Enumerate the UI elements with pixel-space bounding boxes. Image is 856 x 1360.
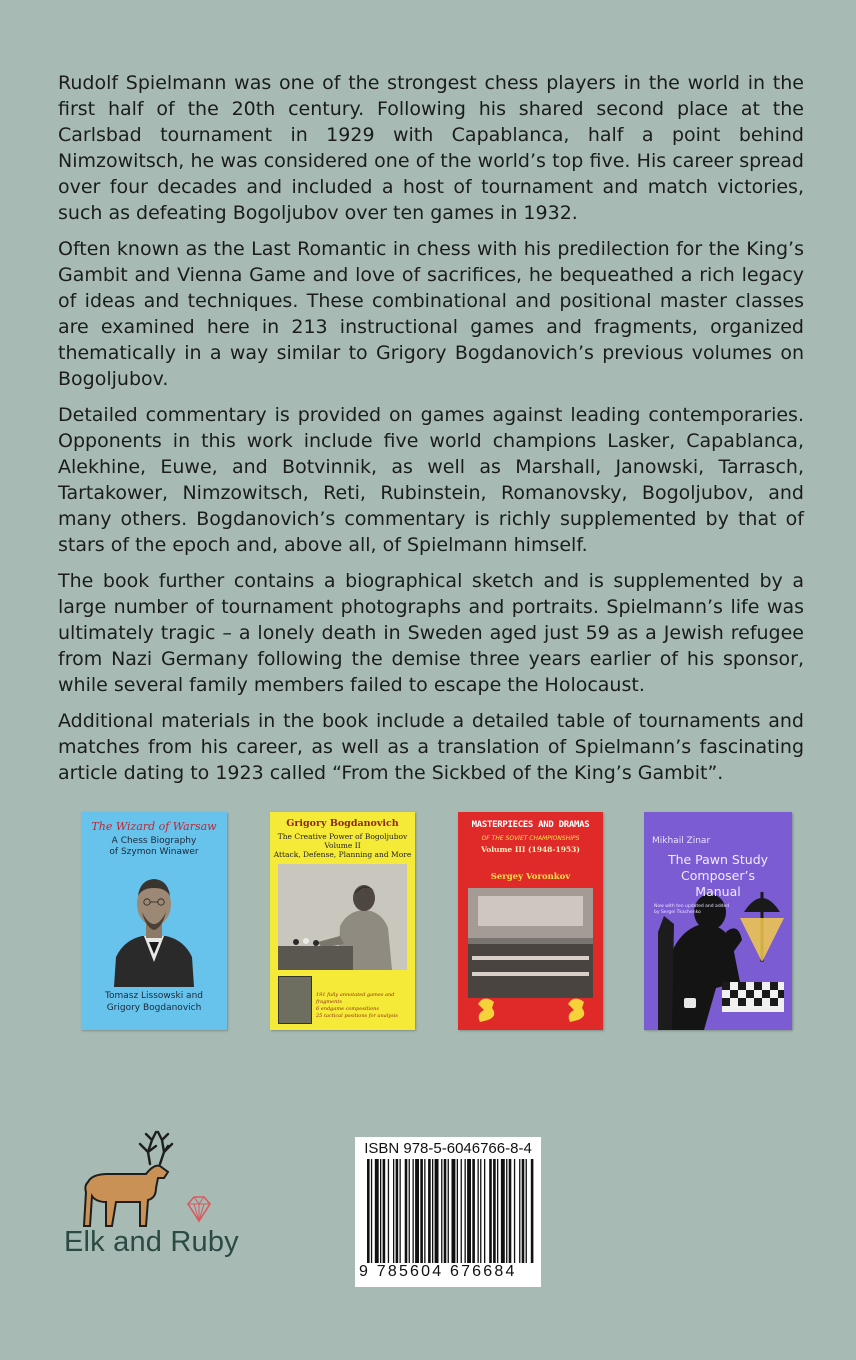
barcode-bar — [514, 1159, 515, 1269]
book-title: The Creative Power of Bogoljubov Volume II Attack, Defense, Planning and More — [273, 832, 412, 859]
barcode-bar — [465, 1159, 466, 1269]
barcode-bar — [497, 1159, 498, 1269]
book-subtitle: OF THE SOVIET CHAMPIONSHIPS — [481, 835, 580, 842]
barcode-bar — [489, 1159, 492, 1269]
barcode-bar — [519, 1159, 520, 1269]
isbn-label: ISBN 978-5-6046766-8-4 — [364, 1140, 532, 1157]
barcode-bar — [457, 1159, 458, 1269]
barcode-bars — [355, 1159, 541, 1269]
small-photo-inset — [278, 976, 312, 1024]
book-cover-masterpieces-and-dramas — [458, 812, 603, 1030]
book-title: The Wizard of Warsaw — [91, 820, 217, 833]
barcode-bar — [526, 1159, 527, 1269]
publisher-name: Elk and Ruby — [64, 1226, 239, 1258]
blurb-paragraph: Detailed commentary is provided on games against leading contemporaries. Opponents in this work include five world champions Lasker, Capablanca, Alekhine, Euwe, and Botvinnik, as well as Marshall, Janowski, Tarrasch, Tartakower, Nimzowitsch, Reti, Rubinstein, Romanovsky, Bogoljubov, and many others. Bogdanovich’s commentary is richly supplemented by that of stars of the epoch and, above all, of Spielmann himself. — [58, 404, 804, 556]
isbn-barcode — [355, 1137, 541, 1287]
portrait-illustration — [104, 862, 204, 987]
barcode-bar — [371, 1159, 372, 1269]
book-cover-pawn-study-composer — [644, 812, 792, 1030]
book-volume: Volume III (1948-1953) — [481, 845, 580, 854]
barcode-bar — [428, 1159, 431, 1269]
barcode-digits: 9 785604 676684 — [359, 1263, 539, 1281]
book-title: The Pawn Study Composer’s Manual — [667, 852, 769, 899]
barcode-bar — [388, 1159, 389, 1269]
barcode-bar — [506, 1159, 507, 1269]
barcode-bar — [383, 1159, 386, 1269]
blurb-paragraph: The book further contains a biographical sketch and is supplemented by a large number of tournament photographs and portraits. Spielmann’s life was ultimately tragic – a lonely death in Sweden aged just 59 as a Jewish refugee from Nazi Germany following the demise three years earlier of his sponsor, while several family members failed to escape the Holocaust. — [58, 570, 804, 696]
barcode-bar — [531, 1159, 534, 1269]
book-cover-wizard-of-warsaw — [81, 812, 227, 1030]
barcode-bar — [501, 1159, 505, 1269]
barcode-bar — [413, 1159, 414, 1269]
barcode-bar — [452, 1159, 456, 1269]
barcode-bar — [461, 1159, 462, 1269]
barcode-bar — [405, 1159, 408, 1269]
barcode-bar — [375, 1159, 379, 1269]
book-author: Sergey Voronkov — [490, 872, 571, 882]
barcode-bar — [509, 1159, 512, 1269]
blurb-paragraph: Often known as the Last Romantic in chess with his predilection for the King’s Gambit and Vienna Game and love of sacrifices, he bequeathed a rich legacy of ideas and techniques. These combinational and positional master classes are examined here in 213 instructional games and fragments, organized thematically in a way similar to Grigory Bogdanovich’s previous volumes on Bogoljubov. — [58, 238, 804, 390]
ruby-icon — [184, 1194, 214, 1224]
barcode-bar — [396, 1159, 399, 1269]
book-title: MASTERPIECES AND DRAMAS — [471, 820, 590, 830]
book-author: Mikhail Zinar — [652, 836, 711, 846]
book-cover-creative-power-bogoljubov — [270, 812, 415, 1030]
barcode-bar — [380, 1159, 381, 1269]
barcode-bar — [409, 1159, 410, 1269]
blurb-paragraph: Additional materials in the book include a detailed table of tournaments and matches from his career, as well as a translation of Spielmann’s fascinating article dating to 1923 called “From the Sickbed of the King’s Gambit”. — [58, 710, 804, 784]
barcode-bar — [435, 1159, 439, 1269]
barcode-bar — [420, 1159, 423, 1269]
blurb-paragraph: Rudolf Spielmann was one of the strongest chess players in the world in the first half of the 20th century. Following his shared second place at the Carlsbad tournament in 1929 with Capablanca, half a point behind Nimzowitsch, he was considered one of the world’s top five. His career spread over four decades and included a host of tournament and match victories, such as defeating Bogoljubov over ten games in 1932. — [58, 72, 804, 224]
barcode-bar — [432, 1159, 433, 1269]
barcode-bar — [480, 1159, 481, 1269]
barcode-bar — [441, 1159, 442, 1269]
tournament-hall-photo — [458, 856, 603, 1030]
book-note: Now with ten updated and added by Sergei Tkachenko — [654, 904, 730, 915]
barcode-bar — [522, 1159, 525, 1269]
book-features: 191 fully annotated games and fragments 6 endgame compositions 25 tactical positions for analysis — [316, 992, 398, 1019]
barcode-bar — [472, 1159, 475, 1269]
book-authors: Tomasz Lissowski and Grigory Bogdanovich — [105, 991, 203, 1013]
barcode-bar — [400, 1159, 401, 1269]
barcode-bar — [393, 1159, 394, 1269]
barcode-bar — [448, 1159, 449, 1269]
back-cover-blurb — [58, 70, 804, 796]
barcode-bar — [478, 1159, 479, 1269]
barcode-bar — [415, 1159, 419, 1269]
barcode-bar — [444, 1159, 447, 1269]
barcode-bar — [484, 1159, 485, 1269]
barcode-bar — [367, 1159, 370, 1269]
publisher-logo — [64, 1130, 244, 1270]
barcode-bar — [424, 1159, 425, 1269]
barcode-bar — [467, 1159, 471, 1269]
book-subtitle: A Chess Biography of Szymon Winawer — [109, 836, 199, 857]
barcode-bar — [493, 1159, 496, 1269]
photo-chess-player — [278, 864, 407, 970]
book-author: Grigory Bogdanovich — [286, 818, 399, 829]
related-books — [0, 812, 856, 1034]
chessboard — [722, 982, 784, 1012]
